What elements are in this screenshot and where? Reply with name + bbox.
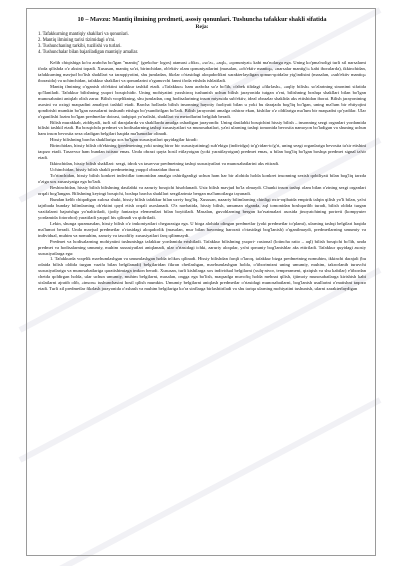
paragraph: Birinchidan, hissiy bilish ob'ektning (predmetning yoki uning biror bir xususiyatining) sub'ektga (individga) to'g'ridan-to'g'ri, uning sezgi organlariga bevosita ta'sir etishini taqozo etadi. Tasavvur ham bundan istisno emas. Unda obrazi qayta hosil etilayotgan (yoki yaratilayotgan) predmet emas, u bilan bog'liq bo'lgan boshqa predmet signal ta'sir etadi. — [38, 143, 366, 161]
paragraph: Kelib chiqishiga ko'ra arabcha bo'lgan "mantiq" (grekcha- logos) atamasi «fikr», «so'z», «aql», «qonuniyat» kabi ma'nolarga ega. Uning ko'pma'noligi turli xil narsalarni ifoda qilishda o'z aksini topadi. Xususan, mantiq so'zi, birinchidan, ob'ektiv olam qonuniyatlarini (masalan, «ob'ektiv mantiq», «narsalar mantig'i» kabi iboralarda), ikkinchidan, tafakkurning mavjud bo'lish shakllari va taraqqiyotini, shu jumladan, fikrlar o'rtasidagi aloqadorlikni xarakterlaydigan qonun-qoidalar yig'indisini (masalan, «sub'ektiv mantiq» iborasida) va uchinchidan, tafakkur shakllari va qonunlarini o'rganuvchi fanni ifoda etishda ishlatiladi. — [38, 60, 366, 83]
document-content — [38, 16, 366, 552]
paragraph: Beshinchidan, hissiy bilish bilishning dastlabki va zaruriy bosqichi hisoblanadi. Usiz bilish mavjud bo'la olmaydi. Chunki inson tashqi olam bilan o'zining sezgi organlari orqali bog'langan. Bilishning keyingi bosqichi, boshqa barcha shakllari sezgilarimiz bergan ma'lumotlarga tayanadi. — [38, 185, 366, 196]
document-title: 10 – Mavzu: Mantiq ilmining predmeti, asosiy qonunlari. Tushuncha tafakkur shakli sifatida — [77, 16, 327, 23]
plan-label: Reja: — [195, 24, 209, 30]
document-body — [38, 60, 366, 292]
paragraph: Uchinchidan, hissiy bilish shakli predmetning yaqqol obrazidan iborat. — [50, 167, 181, 173]
plan-item: 3. Tushunchaning tarkibi, tuzilishi va turlari. — [38, 44, 122, 49]
paragraph: Predmet va hodisalarning mohiyatini tushunishga tafakkur yordamida erishiladi. Tafakkur bilishning yuqori- rasional (lotincha ratio – aql) bilish bosqichi bo'lib, unda predmet va hodisalarning umumiy, muhim xususiyatlari aniqlanadi, ular o'rtasidagi ichki, zaruriy aloqalar, ya'ni qonuniy bog'lanishlar aks ettiriladi. Tafakkur quyidagi asosiy xususiyatlarga ega: — [38, 238, 366, 256]
plan-item: 1. Tafakkurning mantiqiy shakllari va qonunlari. — [38, 32, 129, 37]
paragraph: 1. Tafakkurda voqelik mavhumlashgan va umumlashgan holda in'ikos qilinadi. Hissiy bilishdan farqli o'laroq, tafakkur bizga predmetning nomuhim, ikkinchi darajali (bu odatda bilish oldida turgan vazifa bilan belgilanadi) belgilaridan fikran chetlashgan, mavhumlashgan holda, o'tiborimizni uning umumiy, muhim, takrorlanib turuvchi xususiyatlariga va munosabatlariga qaratishimizga imkon beradi. Xususan, turli kishilarga xos individual belgilarni (xulq-atvor, temperament, qiziqish va shu kabilar) e'tibordan chetda qoldirgan holda, ular uchun umumiy, muhim belgilarni, masalan, ongga ega bo'lish, maqsadga muvofiq holda mehnat qilish, ijtimoiy munosabatlarga kirishish kabi xislatlarni ajratib olib, «inson» tushunchasini hosil qilish mumkin. Umumiy belgilarni aniqlash predmetlar o'rtasidagi munosabatlarni, bog'lanish usullarini o'rnatishni taqozo etadi. Turli xil predmetlar fikrlash jarayonida o'xshash va muhim belgilariga ko'ra sinflarga birlashtiriladi va shu tariqa ularning mohiyatini tushunish, ularni xarakterlaydigan — [38, 256, 366, 292]
paragraph: Bundan kelib chiqadigan xulosa shuki, hissiy bilish tafakkur bilan uzviy bog'liq. Xususan, nazariy bilimlarning chinligi oxir-oqibatda empirik talqin qilish yo'li bilan, ya'ni tajribada bunday bilimlarning ob'ektini qayd etish orqali asoslanadi. O'z navbatida, hissiy bilish, umuman olganda, aql tomonidan boshqarilib turadi, bilish oldida turgan vazifalarni bajarishga yo'naltiriladi, ijodiy fantaziya elementlari bilan boyitiladi. Masalan, guvohlarning bergan ko'rsatmalari asosida jinoyatchining portreti (kompyuter yordamida fotorobot) yaratiladi yaqqol his qilinadi va qidiriladi. — [38, 196, 366, 220]
plan-item: 4. Tushunchalar bilan bajariladigan mantiqiy amallar. — [38, 50, 139, 55]
plan-item: 2. Mantiq ilmining tarixi tizimidagi o'rni. — [38, 38, 116, 43]
paragraph: To'rtinchidan, hissiy bilish konkret individlar tomonidan amalga oshirilganligi uchun ham har bir alohida holda konkret insonning sezish qobiliyati bilan bog'liq tarzda o'ziga xos xususiyatga ega bo'ladi. — [38, 173, 366, 185]
paragraph: Lekin, shunga qaramasdan, hissiy bilish o'z imkoniyatlari chegarasiga ega. U birga alohida olingan predmetlar (yoki predmetlar to'plami), ularning tashqi belgilari haqida ma'lumot beradi. Unda mavjud predmetlar o'rtasidagi aloqadorlik (masalan, mur bilan havoning harorati o'rtasidagi bog'lanish) o'rganilmaydi, predmetlarning umumiy va individual, muhim va nomuhim, zaruriy va tasodifiy xususiyatlari farq qilinmaydi. — [38, 220, 366, 238]
paragraph: Ikkinchidan, hissiy bilish shakllari: sezgi, idrok va tasavvur predmetning tashqi xususiyatlari va munosabatlarini aks ettiradi. — [50, 161, 280, 167]
paragraph: Bilish murakkab, ziddiyatli, turli xil darajalarda va shakllarda amalga oshadigan jarayondir. Uning dastlabki bosqichini hissiy bilish – insonning sezgi organlari yordamida bilishi tashkil etadi. Bu bosqichda predmet va hodisalarning tashqi xususiyatlari va munosabatlari, ya'ni ularning tashqi tomonida bevosita namoyon bo'ladigan va shuning uchun ham inson bevosita sezа oladigan belgilari haqida ma'lumotlar olinadi. — [38, 119, 366, 137]
paragraph: Mantiq ilmining o'rganish ob'ektini tafakkur tashkil etadi. «Tafakkur» ham arabcha so'z bo'lib, o'zbek tilidagi «fikrlash», «aqliy bilish» so'zlarining sinonimi sifatida qo'llaniladi. Tafakkur bilishning yuqori bosqichidir. Uning mohiyatini yaxshiroq tushunish uchun bilish jarayonida tutgan o'rni, bilishning boshqa shakllari bilan bo'lgan munosabatini aniqlab olish zarur. Bilish voqelikning, shu jumladan, ong hodisalarining inson miyasida sub'ektiv, ideal obrazlar shaklida aks ettishidan iborat. Bilish jarayonining asosini va oxirgi maqsadini amaliyot tashkil etadi. Barcha hollarda bilish insonning hayotiy faoliyati bilan u yoki bu darajada bog'liq bo'lgan, uning ma'lum bir ehtiyojini qondirishi mumkin bo'lgan narsalarni tushunib etishga bo'ysundirilgan bo'ladi. Bilish jarayonini amalga oshirar ekan, kishilar o'z oldilariga ma'lum bir maqsadni qo'yadilar. Ular o'rganilishi lozim bo'lgan predmetlar doirasi, tadqiqot yo'nalishi, shakllari va metodlarini belgilab beradi. — [38, 83, 366, 119]
paragraph: Hissiy bilishning barcha shakllariga xos bo'lgan xususiyatlari quyidagilar kiradi: — [50, 137, 198, 143]
plan-list — [38, 32, 366, 56]
